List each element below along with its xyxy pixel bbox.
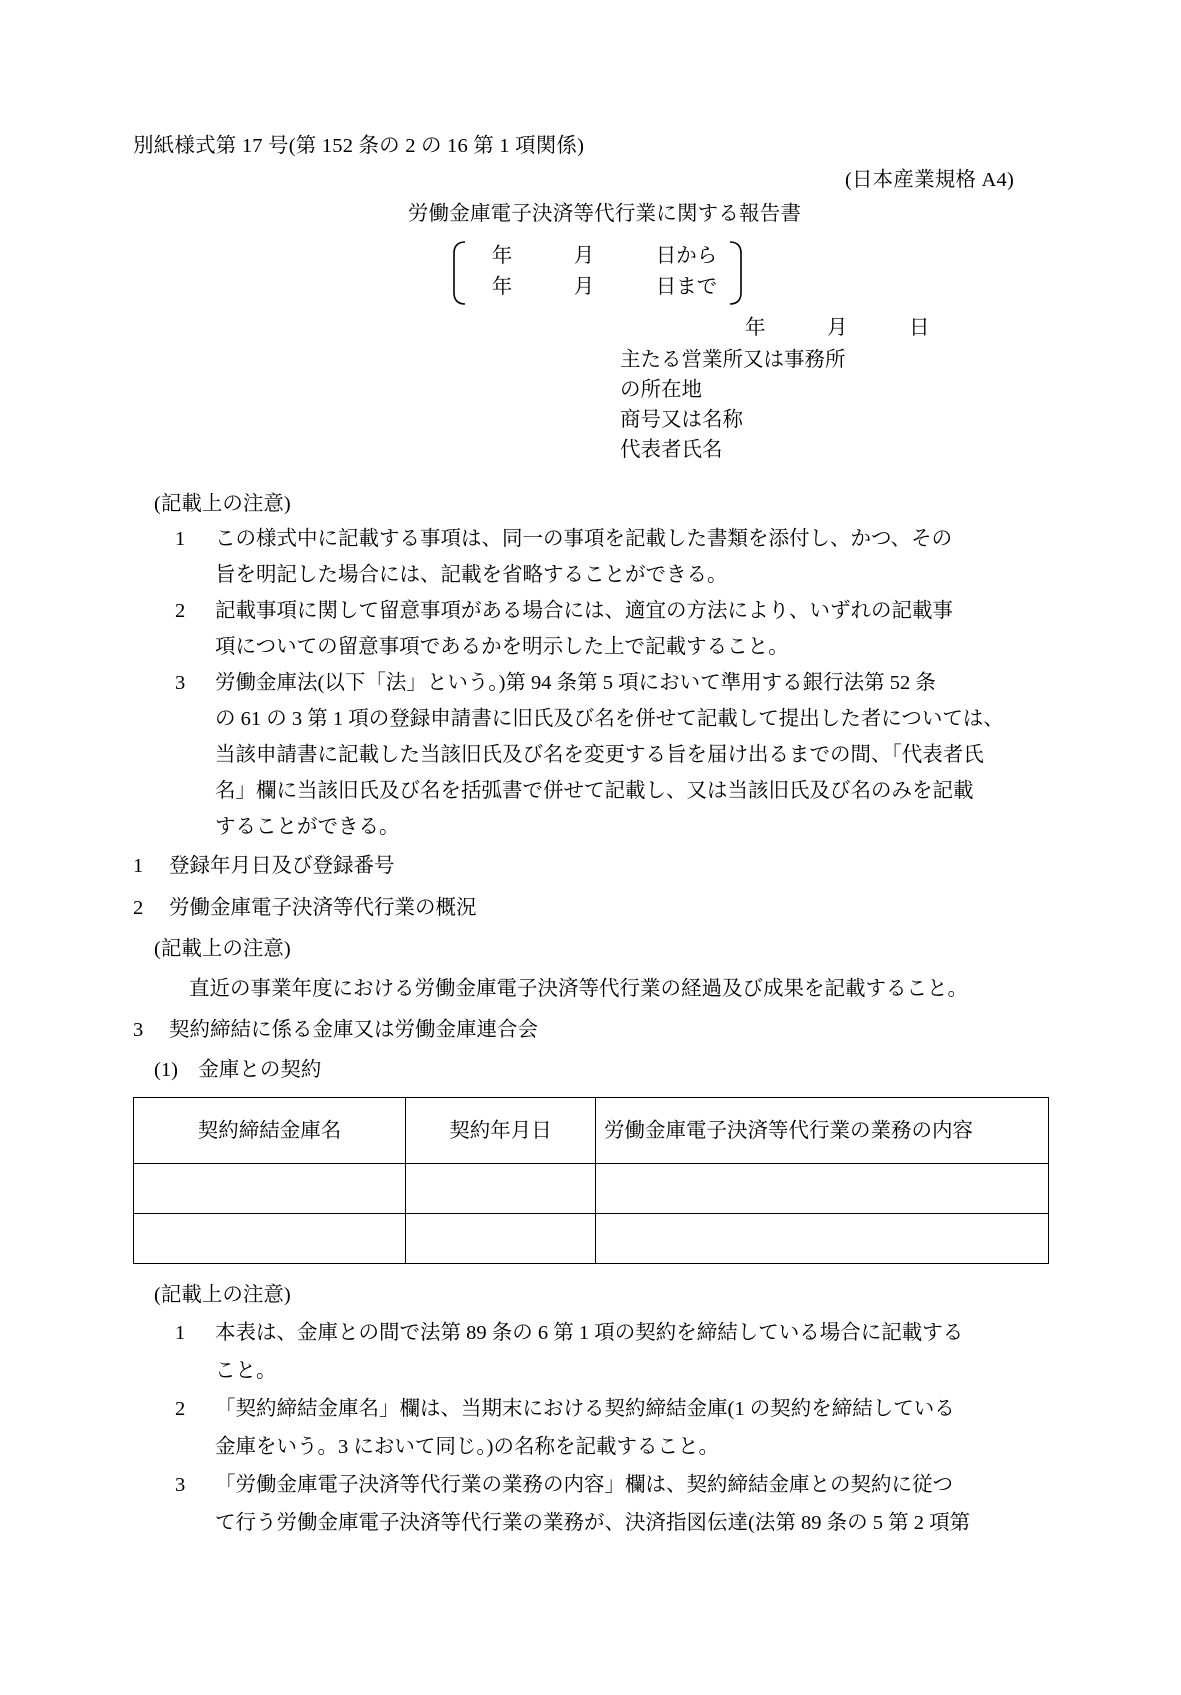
table-cell-business-content[interactable]	[596, 1164, 1049, 1214]
table-header-contract-date: 契約年月日	[406, 1098, 596, 1164]
bottom-note-1-number: 1	[175, 1322, 186, 1344]
top-notes-heading: (記載上の注意)	[154, 493, 291, 515]
bottom-note-item-2	[133, 1390, 1048, 1466]
signature-office-line-2: の所在地	[620, 379, 702, 401]
table-cell-business-content[interactable]	[596, 1214, 1049, 1264]
section-2-note-body: 直近の事業年度における労働金庫電子決済等代行業の経過及び成果を記載すること。	[189, 978, 968, 1000]
signature-block	[133, 311, 1048, 465]
bottom-note-1-line-2: こと。	[215, 1360, 277, 1382]
section-1	[133, 845, 1048, 887]
top-note-3-line-1: 労働金庫法(以下「法」という。)第 94 条第 5 項において準用する銀行法第 52 条	[215, 672, 936, 694]
top-note-1-number: 1	[175, 528, 186, 550]
table-cell-contract-date[interactable]	[406, 1164, 596, 1214]
page-title: 労働金庫電子決済等代行業に関する報告書	[407, 203, 802, 225]
top-note-item-1	[133, 521, 1048, 593]
section-2-note-heading: (記載上の注意)	[154, 938, 291, 960]
form-number: 別紙様式第 17 号(第 152 条の 2 の 16 第 1 項関係)	[133, 135, 585, 157]
period-line-to: 年 月 日まで	[491, 276, 718, 298]
bottom-note-1-body	[215, 1314, 1048, 1390]
period-line-from: 年 月 日から	[491, 245, 718, 267]
section-3-sub-1-title: (1) 金庫との契約	[154, 1059, 322, 1081]
left-brace-icon	[452, 241, 466, 305]
top-note-3-line-5: することができる。	[215, 816, 400, 838]
bottom-note-1-line-1: 本表は、金庫との間で法第 89 条の 6 第 1 項の契約を締結している場合に記載する	[215, 1322, 964, 1344]
table-header-contract-bank-name: 契約締結金庫名	[134, 1098, 406, 1164]
signature-date-line: 年 月 日	[745, 317, 930, 339]
bottom-note-item-3	[133, 1466, 1048, 1542]
bottom-note-2-line-1: 「契約締結金庫名」欄は、当期末における契約締結金庫(1 の契約を締結している	[215, 1398, 955, 1420]
table-cell-contract-date[interactable]	[406, 1214, 596, 1264]
reporting-period-bracket-box	[452, 241, 744, 305]
top-note-2-line-1: 記載事項に関して留意事項がある場合には、適宜の方法により、いずれの記載事	[215, 600, 953, 622]
top-note-3-line-4: 名」欄に当該旧氏及び名を括弧書で併せて記載し、又は当該旧氏及び名のみを記載	[215, 780, 974, 802]
spacer-before-top-notes	[133, 465, 1048, 487]
table-header-row	[134, 1098, 1049, 1164]
bottom-note-item-1	[133, 1314, 1048, 1390]
bottom-note-3-body	[215, 1466, 1048, 1542]
contract-table-wrapper	[133, 1097, 1048, 1264]
bottom-notes-block	[133, 1276, 1048, 1542]
section-2	[133, 887, 1048, 929]
bottom-note-2-line-2: 金庫をいう。3 において同じ。)の名称を記載すること。	[215, 1436, 719, 1458]
top-note-3-line-2: の 61 の 3 第 1 項の登録申請書に旧氏及び名を併せて記載して提出した者については、	[215, 708, 1004, 730]
top-note-1-body	[215, 521, 1048, 593]
paper-standard-label: (日本産業規格 A4)	[844, 169, 1014, 191]
top-note-1-line-1: この様式中に記載する事項は、同一の事項を記載した書類を添付し、かつ、その	[215, 528, 953, 550]
bottom-note-3-line-1: 「労働金庫電子決済等代行業の業務の内容」欄は、契約締結金庫との契約に従つ	[215, 1474, 953, 1496]
top-note-1-line-2: 旨を明記した場合には、記載を省略することができる。	[215, 564, 728, 586]
table-cell-bank-name[interactable]	[134, 1214, 406, 1264]
bottom-note-3-number: 3	[175, 1474, 186, 1496]
table-row[interactable]	[134, 1214, 1049, 1264]
section-3-title: 契約締結に係る金庫又は労働金庫連合会	[169, 1019, 538, 1041]
top-note-item-3	[133, 665, 1048, 845]
reporting-period-block	[133, 241, 1048, 305]
top-note-2-body	[215, 593, 1048, 665]
right-brace-icon	[729, 241, 743, 305]
bottom-note-2-number: 2	[175, 1398, 186, 1420]
document-content	[133, 136, 1048, 1542]
table-row[interactable]	[134, 1164, 1049, 1214]
contract-table	[133, 1097, 1049, 1264]
top-note-2-number: 2	[175, 600, 186, 622]
table-cell-bank-name[interactable]	[134, 1164, 406, 1214]
top-note-3-body	[215, 665, 1048, 845]
bottom-note-2-body	[215, 1390, 1048, 1466]
section-3-number: 3	[133, 1019, 144, 1041]
table-header-business-content: 労働金庫電子決済等代行業の業務の内容	[596, 1098, 1049, 1164]
top-note-2-line-2: 項についての留意事項であるかを明示した上で記載すること。	[215, 636, 789, 658]
section-2-number: 2	[133, 897, 144, 919]
top-note-item-2	[133, 593, 1048, 665]
signature-representative-name: 代表者氏名	[620, 439, 723, 461]
bottom-notes-heading: (記載上の注意)	[154, 1284, 291, 1306]
bottom-note-3-line-2: て行う労働金庫電子決済等代行業の業務が、決済指図伝達(法第 89 条の 5 第 2 項第	[215, 1512, 971, 1534]
section-2-title: 労働金庫電子決済等代行業の概況	[169, 897, 477, 919]
top-note-3-line-3: 当該申請書に記載した当該旧氏及び名を変更する旨を届け出るまでの間、「代表者氏	[215, 744, 984, 766]
section-3	[133, 1009, 1048, 1051]
signature-office-line-1: 主たる営業所又は事務所	[620, 349, 846, 371]
top-note-3-number: 3	[175, 672, 186, 694]
signature-trade-name: 商号又は名称	[620, 409, 743, 431]
section-1-number: 1	[133, 855, 144, 877]
section-1-title: 登録年月日及び登録番号	[169, 855, 395, 877]
